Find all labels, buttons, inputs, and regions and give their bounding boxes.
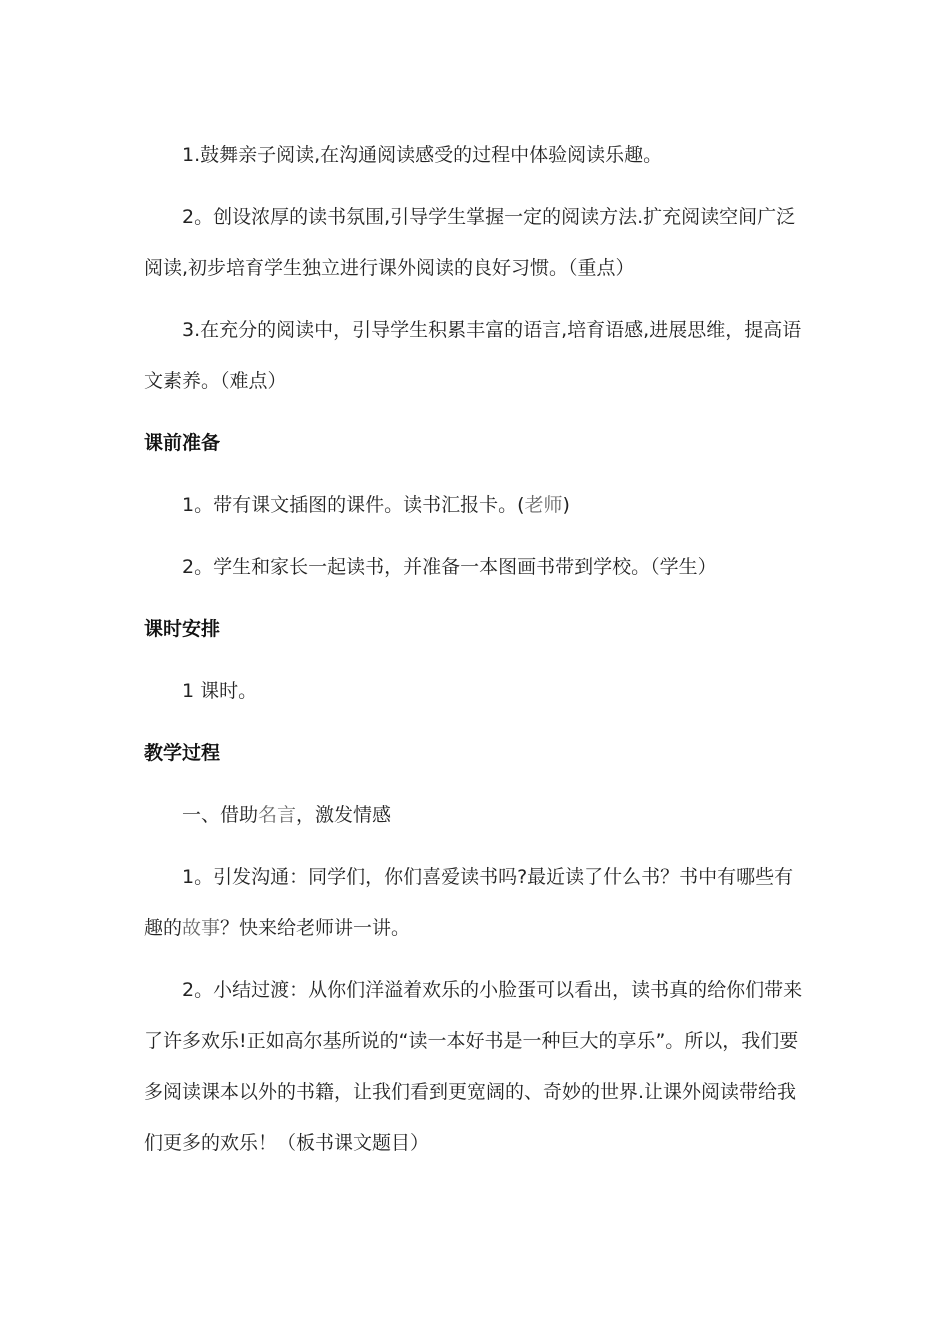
step-title-b: ，激发情感 — [296, 804, 392, 826]
p1-a: 1。引发沟通：同学们，你们喜爱读书吗?最近读了什么书？书中有哪些有趣的 — [144, 866, 794, 939]
schedule-heading: 课时安排 — [144, 618, 221, 640]
process-heading: 教学过程 — [144, 742, 221, 764]
step-title-a: 一、借助 — [182, 804, 259, 826]
objective-2: 2。创设浓厚的读书氛围,引导学生掌握一定的阅读方法.扩充阅读空间广泛阅读,初步培育学生独立进行课外阅读的良好习惯。（重点） — [144, 206, 796, 279]
prep-item-2: 2。学生和家长一起读书，并准备一本图画书带到学校。（学生） — [182, 556, 717, 578]
process-step-title — [144, 790, 809, 852]
step-title-muted: 名言 — [258, 804, 297, 826]
schedule-item: 1 课时。 — [182, 680, 258, 702]
document-body — [144, 130, 809, 1180]
process-paragraph-2: 2。小结过渡：从你们洋溢着欢乐的小脸蛋可以看出，读书真的给你们带来了许多欢乐!正如高尔基所说的“读一本好书是一种巨大的享乐”。所以，我们要多阅读课本以外的书籍，让我们看到更宽阔的、奇妙的世界.让课外阅读带给我们更多的欢乐！（板书课文题目） — [144, 979, 803, 1154]
process-paragraph-1 — [144, 852, 809, 965]
prep-item-1-end: ) — [562, 494, 570, 516]
p1-muted: 故事 — [182, 917, 221, 939]
prep-heading: 课前准备 — [144, 432, 221, 454]
prep-item-1-muted: 老师 — [524, 494, 563, 516]
prep-item-1 — [144, 480, 809, 542]
p1-b: ？快来给老师讲一讲。 — [220, 917, 411, 939]
prep-item-1-text: 1。带有课文插图的课件。读书汇报卡。( — [182, 494, 525, 516]
objective-3: 3.在充分的阅读中，引导学生积累丰富的语言,培育语感,进展思维，提高语文素养。（难点） — [144, 319, 802, 392]
objective-1: 1.鼓舞亲子阅读,在沟通阅读感受的过程中体验阅读乐趣。 — [182, 144, 663, 166]
